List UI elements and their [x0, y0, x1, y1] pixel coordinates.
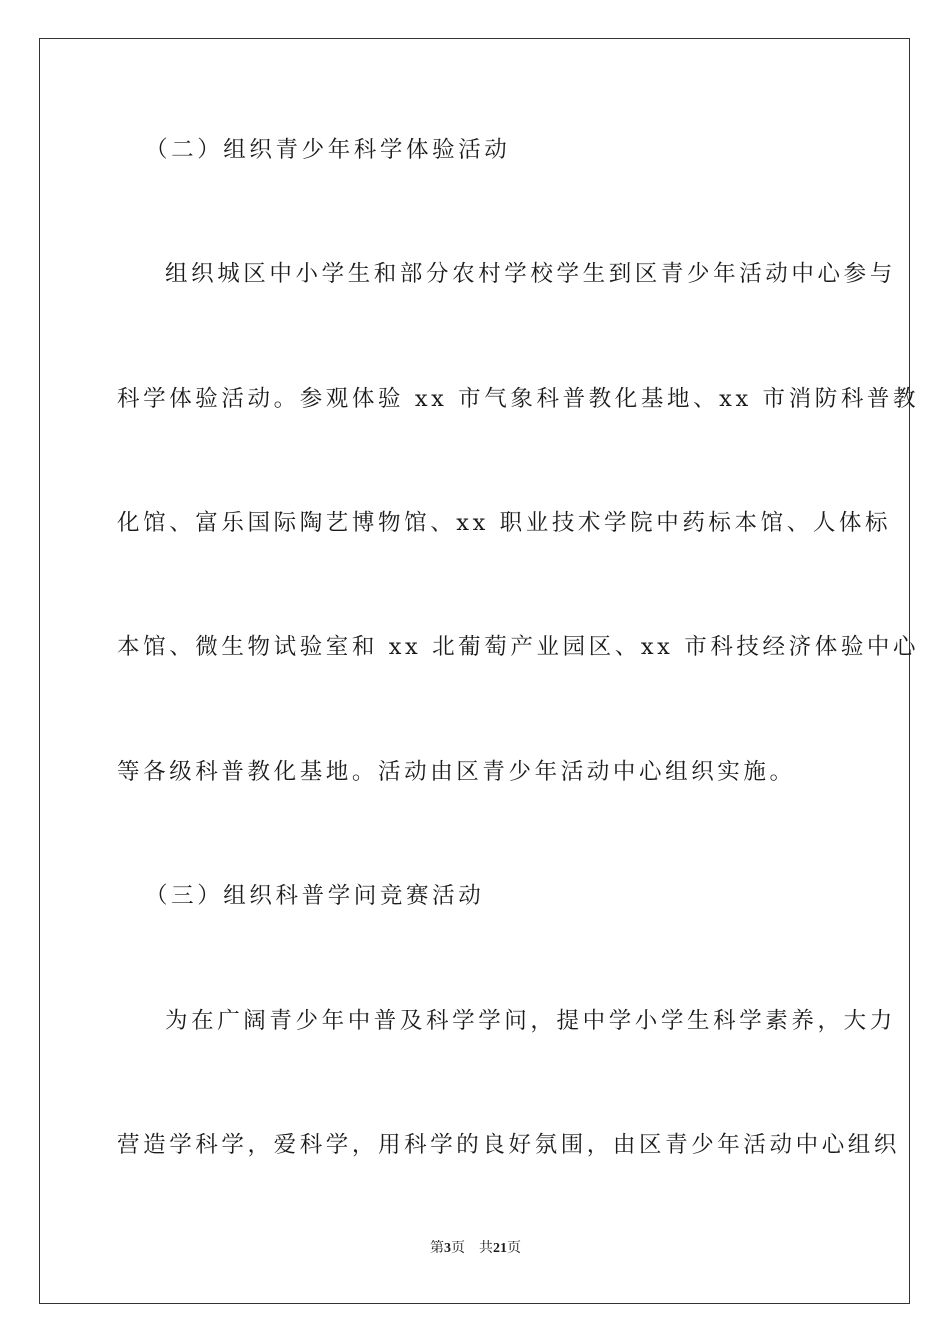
page-footer [40, 1239, 911, 1259]
section-heading-2: （二）组织青少年科学体验活动 [145, 137, 511, 163]
page-number: 3 [444, 1241, 451, 1256]
page-prefix: 第 [430, 1241, 444, 1256]
paragraph-line: 科学体验活动。参观体验 xx 市气象科普教化基地、xx 市消防科普教 [117, 386, 920, 412]
total-prefix: 共 [479, 1241, 493, 1256]
section-heading-3: （三）组织科普学问竞赛活动 [145, 883, 485, 909]
page-suffix: 页 [451, 1241, 465, 1256]
paragraph-line: 组织城区中小学生和部分农村学校学生到区青少年活动中心参与 [165, 261, 896, 287]
page-frame [39, 38, 920, 1304]
paragraph-line: 本馆、微生物试验室和 xx 北葡萄产业园区、xx 市科技经济体验中心 [117, 634, 920, 660]
paragraph-line: 等各级科普教化基地。活动由区青少年活动中心组织实施。 [117, 759, 796, 785]
total-pages: 21 [493, 1241, 507, 1256]
total-suffix: 页 [507, 1241, 521, 1256]
paragraph-line: 化馆、富乐国际陶艺博物馆、xx 职业技术学院中药标本馆、人体标 [117, 510, 892, 536]
paragraph-line: 营造学科学，爱科学，用科学的良好氛围，由区青少年活动中心组织 [117, 1132, 901, 1158]
paragraph-line: 为在广阔青少年中普及科学学问，提中学小学生科学素养，大力 [165, 1008, 896, 1034]
